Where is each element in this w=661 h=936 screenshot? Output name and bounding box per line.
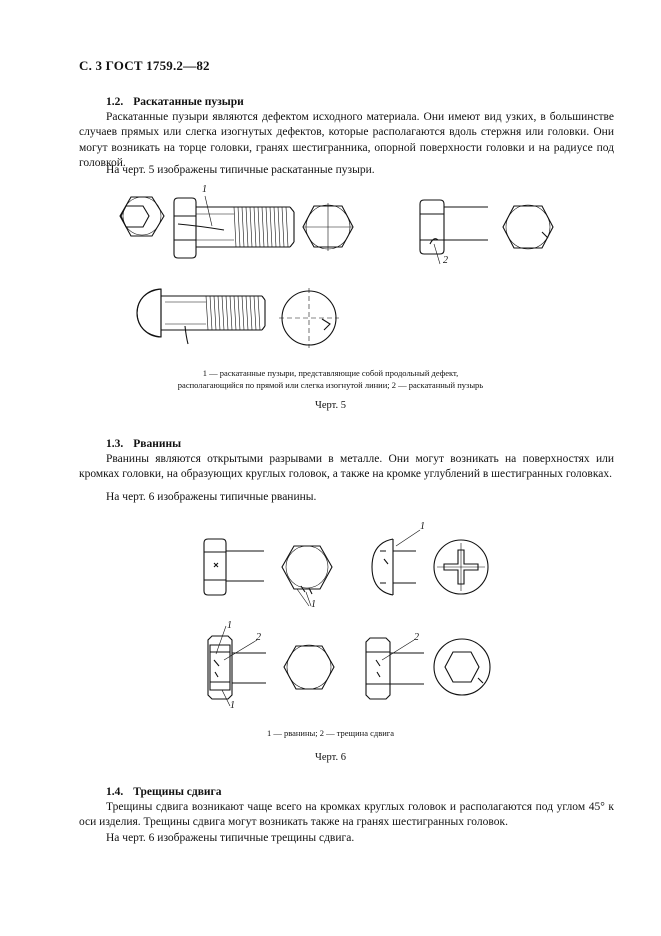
- section-number: 1.2.: [106, 96, 124, 108]
- section-heading-1-3: [106, 438, 181, 450]
- section-number: 1.4.: [106, 786, 124, 798]
- figure-6-caption: 1 — рванины; 2 — трещина сдвига: [266, 728, 395, 738]
- hex-bolt-short-view: [420, 200, 488, 266]
- section-title: Трещины сдвига: [133, 786, 222, 798]
- page-header: С. 3 ГОСТ 1759.2—82: [79, 58, 210, 73]
- hex-end-view: [120, 197, 164, 236]
- defect-label: 1: [227, 620, 232, 631]
- flange-hex-bolt-side-view: [208, 620, 266, 711]
- defect-label: 1: [420, 521, 425, 532]
- flange-hex-bolt-side-view: [366, 632, 424, 699]
- section-1-2-paragraph-1: Раскатанные пузыри являются дефектом исходного материала. Они имеют вид узких, в большинстве случаев прямых или слегка изогнутых дефектов, которые располагаются вдоль стержня или головки. Они могут возникать на торце головки, гранях шестигранника, опорной поверхности головки и на радиусе под головкой.: [79, 111, 614, 170]
- hex-end-view-with-tears: [282, 546, 332, 610]
- defect-label: 2: [414, 632, 419, 643]
- round-head-bolt-side-view: [137, 289, 265, 344]
- section-1-3-paragraph-2: На черт. 6 изображены типичные рванины.: [106, 491, 317, 503]
- figure-6-drawing: [0, 515, 661, 725]
- hex-socket-end-view: [434, 639, 490, 695]
- hex-end-view: [284, 645, 334, 689]
- figure-5-caption-line-1: 1 — раскатанные пузыри, представляющие собой продольный дефект,: [202, 368, 459, 378]
- defect-label: 1: [230, 700, 235, 711]
- section-title: Раскатанные пузыри: [133, 96, 244, 108]
- hex-bolt-side-view: [204, 539, 264, 595]
- section-heading-1-4: [106, 786, 222, 798]
- section-title: Рванины: [133, 438, 182, 450]
- defect-label: 2: [443, 255, 448, 266]
- defect-label: 1: [202, 184, 207, 195]
- section-1-4-paragraph-2: На черт. 6 изображены типичные трещины сдвига.: [106, 832, 355, 844]
- figure-6-title: Черт. 6: [315, 752, 346, 763]
- round-head-end-view: [279, 288, 339, 348]
- figure-5-title: Черт. 5: [315, 400, 346, 411]
- section-number: 1.3.: [106, 438, 124, 450]
- defect-label: 1: [311, 599, 316, 610]
- hex-end-view: [303, 203, 353, 251]
- round-head-bolt-side-view: [372, 521, 425, 595]
- section-1-4-paragraph-1: Трещины сдвига возникают чаще всего на кромках круглых головок и располагаются под углом 45° к оси изделия. Трещины сдвига могут возникать также на гранях шестигранных головок.: [79, 801, 614, 829]
- section-heading-1-2: [106, 96, 244, 108]
- hex-end-view: [503, 205, 553, 249]
- cross-recess-end-view: [434, 540, 488, 594]
- section-1-3-paragraph-1: Рванины являются открытыми разрывами в металле. Они могут возникать на поверхностях или кромках головки, на образующих круглых головок, а также на кромке углублений в шестигранных головках.: [79, 453, 614, 481]
- section-1-2-paragraph-2: На черт. 5 изображены типичные раскатанные пузыри.: [106, 164, 375, 176]
- defect-label: 2: [256, 632, 261, 643]
- hex-bolt-side-view: [174, 184, 294, 258]
- figure-5-caption-line-2: располагающийся по прямой или слегка изогнутой линии; 2 — раскатанный пузырь: [177, 380, 484, 390]
- figure-5-drawing: [0, 175, 661, 375]
